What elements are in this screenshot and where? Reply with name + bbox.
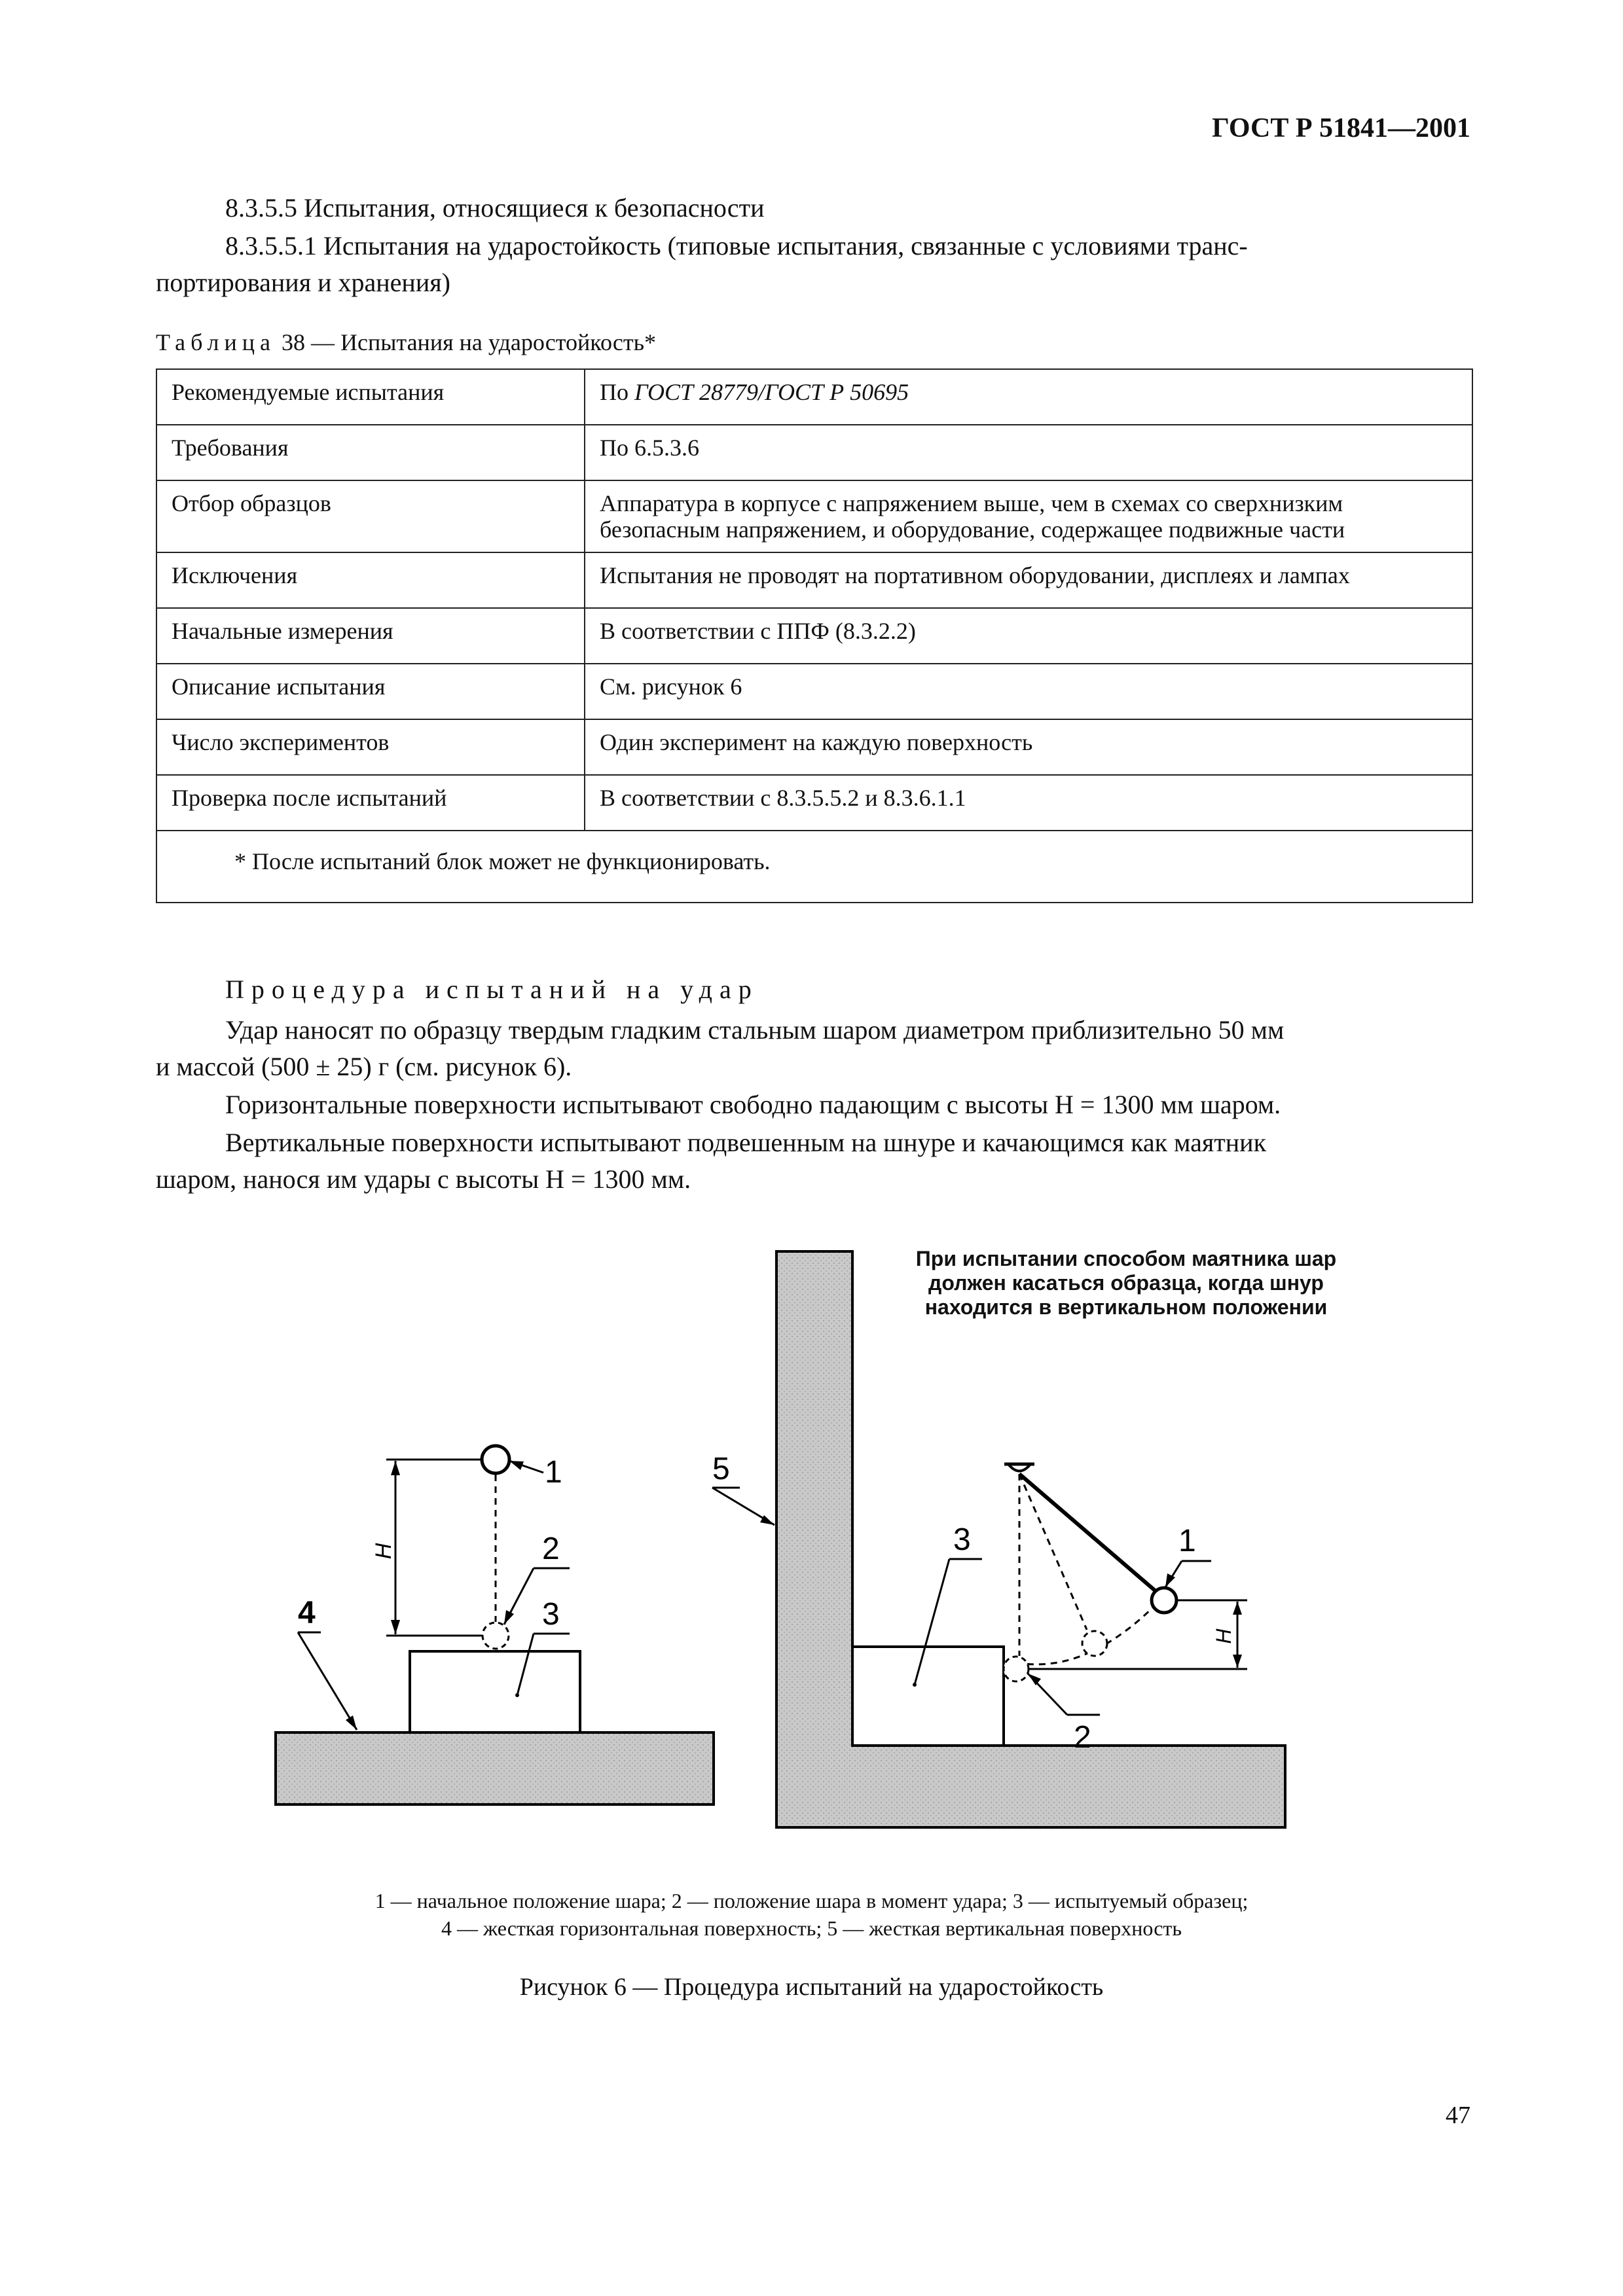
pendulum-note-line: При испытании способом маятника шар: [915, 1247, 1337, 1270]
table-cell-label: Отбор образцов: [156, 480, 585, 552]
value-line: безопасным напряжением, и оборудование, содержащее подвижные части: [600, 516, 1345, 543]
ball-impact-position: [1004, 1657, 1029, 1681]
section-8-3-5-5-1-line1: 8.3.5.5.1 Испытания на ударостойкость (типовые испытания, связанные с условиями транс-: [225, 231, 1248, 260]
section-8-3-5-5-1-line2: портирования и хранения): [156, 268, 450, 297]
label-4: 4: [298, 1596, 316, 1630]
leader-arrow: [504, 1610, 514, 1624]
figure-legend-line1: 1 — начальное положение шара; 2 — положение шара в момент удара; 3 — испытуемый образец;: [374, 1889, 1249, 1912]
procedure-paragraph-3-line2: шаром, нанося им удары с высоты H = 1300 мм.: [156, 1164, 691, 1194]
ball-initial-position: [482, 1446, 509, 1473]
table-cell-label: Рекомендуемые испытания: [156, 369, 585, 425]
procedure-paragraph-3-line1: Вертикальные поверхности испытывают подвешенным на шнуре и качающимся как маятник: [225, 1128, 1266, 1157]
procedure-paragraph-1-line2: и массой (500 ± 25) г (см. рисунок 6).: [156, 1052, 572, 1081]
table-cell-value: В соответствии с ППФ (8.3.2.2): [585, 608, 1472, 664]
height-label-right: H: [1212, 1628, 1235, 1644]
table-footnote: * После испытаний блок может не функционировать.: [156, 831, 1472, 903]
table-cell-label: Проверка после испытаний: [156, 775, 585, 831]
procedure-paragraph-2: Горизонтальные поверхности испытывают свободно падающим с высоты H = 1300 мм шаром.: [225, 1090, 1281, 1119]
standard-reference: ГОСТ 28779/ГОСТ Р 50695: [634, 379, 909, 405]
height-label-left: H: [371, 1543, 396, 1560]
value-line: Аппаратура в корпусе с напряжением выше, чем в схемах со сверхнизким: [600, 490, 1343, 516]
figure-caption: Рисунок 6 — Процедура испытаний на ударостойкость: [519, 1973, 1104, 2001]
label-2-right: 2: [1074, 1720, 1091, 1755]
label-3-left: 3: [542, 1597, 560, 1632]
string-intermediate: [1019, 1474, 1087, 1630]
table-cell-value: Один эксперимент на каждую поверхность: [585, 719, 1472, 775]
dimension-arrow-down: [391, 1620, 400, 1634]
table-cell-value: Испытания не проводят на портативном оборудовании, дисплеях и лампах: [585, 552, 1472, 608]
pendulum-note: [871, 1247, 1381, 1319]
test-specimen-right: [852, 1647, 1004, 1746]
table-cell-label: Исключения: [156, 552, 585, 608]
label-3-right: 3: [953, 1522, 971, 1557]
value-prefix: По: [600, 379, 634, 405]
leader-arrow: [509, 1461, 524, 1470]
string-initial: [1019, 1474, 1155, 1590]
figure-legend-line2: 4 — жесткая горизонтальная поверхность; 5 — жесткая вертикальная поверхность: [441, 1916, 1182, 1940]
swing-arc: [1015, 1600, 1160, 1664]
document-header: ГОСТ Р 51841—2001: [1212, 113, 1470, 143]
pendulum-note-line: должен касаться образца, когда шнур: [928, 1271, 1324, 1295]
leader-arrow: [346, 1715, 357, 1730]
dimension-arrow-up: [1233, 1602, 1242, 1615]
procedure-heading: Процедура испытаний на удар: [225, 975, 759, 1004]
leader-arrow: [1028, 1674, 1041, 1685]
leader-4: [298, 1632, 357, 1730]
page-number: 47: [1446, 2102, 1470, 2129]
section-8-3-5-5: 8.3.5.5 Испытания, относящиеся к безопасности: [225, 193, 765, 223]
label-1-right: 1: [1178, 1524, 1196, 1558]
label-5: 5: [712, 1452, 730, 1486]
table-cell-value: См. рисунок 6: [585, 664, 1472, 719]
pendulum-note-line: находится в вертикальном положении: [924, 1295, 1328, 1319]
rigid-horizontal-surface: [276, 1732, 714, 1804]
table-cell-label: Описание испытания: [156, 664, 585, 719]
test-specimen-left: [410, 1651, 580, 1732]
table-cell-label: Требования: [156, 425, 585, 480]
table-cell-value: По 6.5.3.6: [585, 425, 1472, 480]
label-2-left: 2: [542, 1532, 560, 1566]
ball-impact-position: [483, 1623, 509, 1649]
table-cell-label: Число экспериментов: [156, 719, 585, 775]
table-cell-value: В соответствии с 8.3.5.5.2 и 8.3.6.1.1: [585, 775, 1472, 831]
ball-initial-position: [1152, 1588, 1176, 1613]
label-1-left: 1: [545, 1455, 562, 1490]
table-cell-label: Начальные измерения: [156, 608, 585, 664]
procedure-paragraph-1-line1: Удар наносят по образцу твердым гладким стальным шаром диаметром приблизительно 50 мм: [225, 1015, 1285, 1045]
table-caption-prefix: Таблица: [156, 329, 276, 355]
table-caption-rest: 38 — Испытания на ударостойкость*: [281, 329, 656, 355]
ball-intermediate-position: [1082, 1631, 1107, 1656]
dimension-arrow-up: [391, 1461, 400, 1475]
dimension-arrow-down: [1233, 1655, 1242, 1668]
